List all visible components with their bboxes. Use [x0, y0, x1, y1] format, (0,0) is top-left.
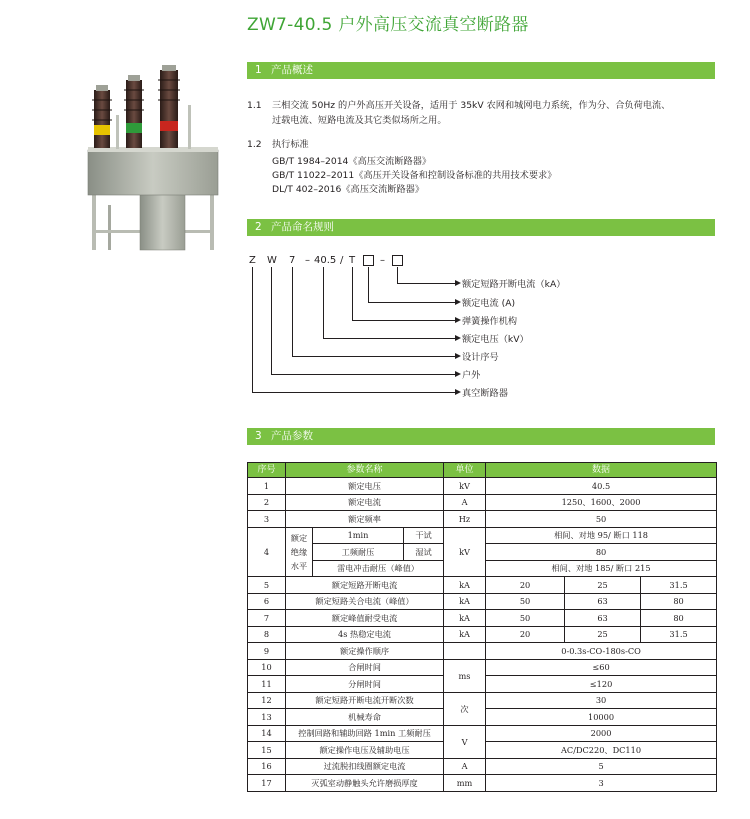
cell-no: 8 [248, 626, 286, 643]
cell-data: AC/DC220、DC110 [486, 742, 717, 759]
naming-label: 弹簧操作机构 [462, 316, 518, 327]
standard-item: DL/T 402–2016《高压交流断路器》 [272, 184, 425, 195]
cell-name: 额定电压 [286, 478, 444, 495]
cell-unit: ms [444, 659, 486, 692]
cell-name: 额定频率 [286, 511, 444, 528]
header-no: 序号 [248, 463, 286, 478]
clause-number: 1.2 [247, 139, 262, 150]
code-placeholder-box [363, 255, 374, 266]
cell-data: 80 [486, 544, 717, 561]
naming-label: 额定电压（kV） [462, 334, 529, 345]
overview-line: 过载电流、短路电流及其它类似场所之用。 [272, 115, 447, 126]
naming-label: 设计序号 [462, 352, 499, 363]
table-header-row [248, 463, 717, 478]
cell-data: 0-0.3s-CO-180s-CO [486, 643, 717, 660]
header-data: 数据 [486, 463, 717, 478]
cell-unit: A [444, 494, 486, 511]
table-row [248, 659, 717, 676]
cell-data: 40.5 [486, 478, 717, 495]
code-char: Z [249, 255, 256, 266]
header-name: 参数名称 [286, 463, 444, 478]
cell-unit: kA [444, 593, 486, 610]
cell-no: 2 [248, 494, 286, 511]
cell-no: 10 [248, 659, 286, 676]
cell-name: 额定短路开断电流开断次数 [286, 692, 444, 709]
cell-data: 80 [641, 610, 717, 627]
cell-data: ≤120 [486, 676, 717, 693]
cell-data: 50 [486, 593, 565, 610]
cell-unit: kV [444, 478, 486, 495]
section-number: 3 [255, 430, 262, 442]
cell-name: 分闸时间 [286, 676, 444, 693]
clause-number: 1.1 [247, 100, 262, 111]
product-photo [60, 55, 235, 255]
cell-unit: kA [444, 577, 486, 594]
naming-label: 户外 [462, 370, 481, 381]
code-placeholder-box [392, 255, 403, 266]
cell-no: 13 [248, 709, 286, 726]
cell-no: 12 [248, 692, 286, 709]
cell-unit: A [444, 758, 486, 775]
cell-no: 5 [248, 577, 286, 594]
code-char: 7 [289, 255, 296, 266]
section-header-overview [247, 62, 715, 79]
section-header-params [247, 428, 715, 445]
cell-unit [444, 643, 486, 660]
table-row [248, 643, 717, 660]
cell-data: 50 [486, 610, 565, 627]
section-header-naming [247, 219, 715, 236]
cell-data: 20 [486, 626, 565, 643]
overview-paragraph-1 [247, 99, 717, 129]
naming-label: 额定电流 (A) [462, 298, 516, 309]
cell-no: 4 [248, 527, 286, 577]
code-char: T [349, 255, 356, 266]
section-number: 2 [255, 221, 262, 233]
cell-unit: kV [444, 527, 486, 577]
code-char: / [340, 255, 344, 266]
cell-data: 20 [486, 577, 565, 594]
cell-name: 灭弧室动静触头允许磨损厚度 [286, 775, 444, 792]
cell-name: 额定操作电压及辅助电压 [286, 742, 444, 759]
cell-data: 63 [565, 593, 641, 610]
cell-data: 5 [486, 758, 717, 775]
table-row [248, 593, 717, 610]
cell-data: 25 [565, 626, 641, 643]
cell-name: 额定峰值耐受电流 [286, 610, 444, 627]
cell-data: 80 [641, 593, 717, 610]
cell-unit: mm [444, 775, 486, 792]
cell-data: 3 [486, 775, 717, 792]
cell-data: ≤60 [486, 659, 717, 676]
cell-no: 7 [248, 610, 286, 627]
page-title: ZW7-40.5 户外高压交流真空断路器 [247, 15, 529, 35]
cell-group [286, 527, 313, 577]
cell-name: 额定电流 [286, 494, 444, 511]
group-line: 额定 [290, 532, 308, 543]
cell-no: 9 [248, 643, 286, 660]
cell-no: 14 [248, 725, 286, 742]
cell-data: 1250、1600、2000 [486, 494, 717, 511]
cell-name: 额定短路关合电流（峰值） [286, 593, 444, 610]
cell-no: 15 [248, 742, 286, 759]
cell-data: 30 [486, 692, 717, 709]
group-line: 绝缘 [290, 546, 308, 557]
cell-data: 2000 [486, 725, 717, 742]
cell-name: 4s 热稳定电流 [286, 626, 444, 643]
standard-item: GB/T 1984–2014《高压交流断路器》 [272, 156, 432, 167]
cell-no: 1 [248, 478, 286, 495]
cell-data: 相间、对地 185/ 断口 215 [486, 560, 717, 577]
cell-data: 63 [565, 610, 641, 627]
header-unit: 单位 [444, 463, 486, 478]
overview-line: 三相交流 50Hz 的户外高压开关设备，适用于 35kV 农网和城网电力系统，作为分、合负荷电流、 [272, 100, 671, 111]
cell-data: 相间、对地 95/ 断口 118 [486, 527, 717, 544]
table-row [248, 758, 717, 775]
standard-item: GB/T 11022–2011《高压开关设备和控制设备标准的共用技术要求》 [272, 170, 557, 181]
cell-data: 25 [565, 577, 641, 594]
cell-unit: 次 [444, 692, 486, 725]
table-row [248, 725, 717, 742]
cell-dry: 干试 [404, 527, 444, 544]
cell-name: 机械寿命 [286, 709, 444, 726]
cell-no: 16 [248, 758, 286, 775]
cell-name: 过流脱扣线圈额定电流 [286, 758, 444, 775]
cell-data: 31.5 [641, 577, 717, 594]
overview-paragraph-2 [247, 138, 717, 153]
naming-label: 额定短路开断电流（kA） [462, 279, 566, 290]
cell-unit: kA [444, 610, 486, 627]
table-row [248, 577, 717, 594]
cell-no: 11 [248, 676, 286, 693]
code-char: 40.5 [314, 255, 337, 266]
section-number: 1 [255, 64, 262, 76]
code-char: – [305, 255, 310, 266]
table-row [248, 478, 717, 495]
parameters-table [247, 462, 717, 792]
table-row [248, 494, 717, 511]
table-row [248, 692, 717, 709]
section-title: 产品命名规则 [271, 221, 334, 233]
cell-no: 17 [248, 775, 286, 792]
table-row [248, 527, 717, 544]
code-char: W [267, 255, 277, 266]
cell-no: 6 [248, 593, 286, 610]
standards-heading: 执行标准 [272, 139, 309, 150]
table-row [248, 610, 717, 627]
naming-label: 真空断路器 [462, 388, 508, 399]
cell-unit: kA [444, 626, 486, 643]
cell-data: 10000 [486, 709, 717, 726]
cell-name: 合闸时间 [286, 659, 444, 676]
cell-name: 额定短路开断电流 [286, 577, 444, 594]
cell-name: 额定操作顺序 [286, 643, 444, 660]
cell-unit: Hz [444, 511, 486, 528]
cell-name: 控制回路和辅助回路 1min 工频耐压 [286, 725, 444, 742]
group-line: 水平 [290, 560, 308, 571]
table-row [248, 775, 717, 792]
cell-sub: 1min [313, 527, 404, 544]
cell-no: 3 [248, 511, 286, 528]
cell-unit: V [444, 725, 486, 758]
cell-sub: 工频耐压 [313, 544, 404, 561]
table-row [248, 511, 717, 528]
code-char: – [380, 255, 385, 266]
section-title: 产品参数 [271, 430, 313, 442]
cell-data: 50 [486, 511, 717, 528]
cell-wet: 湿试 [404, 544, 444, 561]
table-row [248, 626, 717, 643]
cell-sub: 雷电冲击耐压（峰值） [313, 560, 444, 577]
cell-data: 31.5 [641, 626, 717, 643]
section-title: 产品概述 [271, 64, 313, 76]
